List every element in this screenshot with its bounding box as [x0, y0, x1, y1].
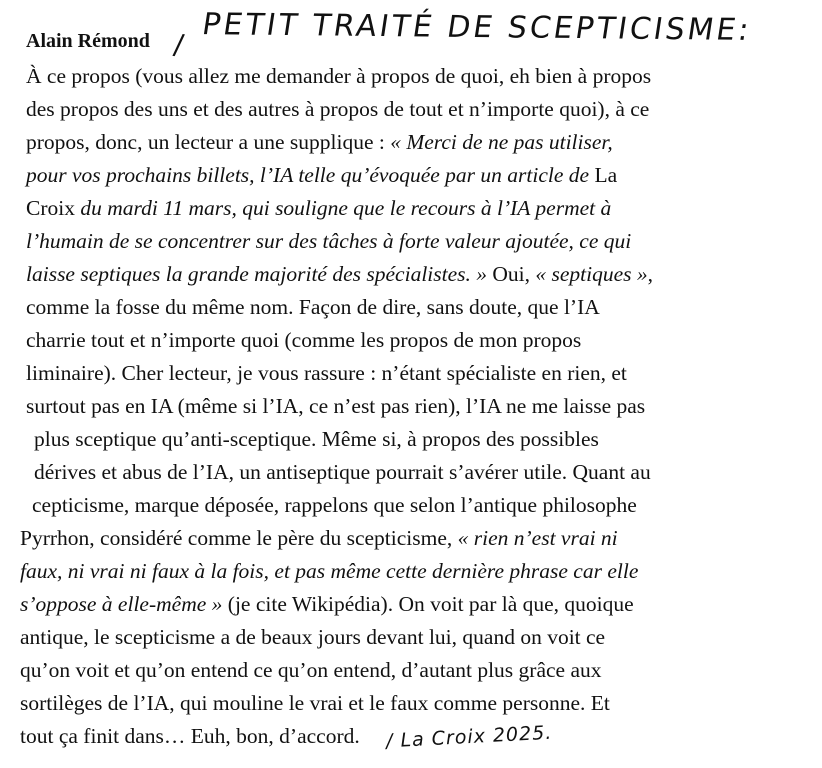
text-line — [26, 192, 611, 225]
handwritten-title: PETIT TRAITÉ DE SCEPTICISME: — [199, 7, 755, 48]
text-segment: dérives et abus de l’IA, un antiseptique pourrait s’avérer utile. Quant au — [34, 460, 651, 484]
text-line — [26, 93, 649, 126]
text-line — [20, 720, 552, 753]
text-segment: surtout pas en IA (même si l’IA, ce n’est pas rien), l’IA ne me laisse pas — [26, 394, 646, 418]
text-segment: sortilèges de l’IA, qui mouline le vrai et le faux comme personne. Et — [20, 691, 610, 715]
text-segment: La — [594, 163, 618, 187]
text-segment: des propos des uns et des autres à propos de tout et n’importe quoi), à ce — [26, 97, 650, 121]
text-line — [20, 555, 638, 588]
text-segment: Croix — [26, 196, 81, 220]
text-segment: plus sceptique qu’anti-sceptique. Même si, à propos des possibles — [34, 427, 599, 451]
text-segment: cepticisme, marque déposée, rappelons que selon l’antique philosophe — [32, 493, 637, 517]
text-line — [20, 522, 618, 555]
text-segment: liminaire). Cher lecteur, je vous rassure : n’étant spécialiste en rien, et — [26, 361, 627, 385]
text-line — [26, 357, 627, 390]
italic-quote-segment: l’humain de se concentrer sur des tâches à forte valeur ajoutée, ce qui — [26, 229, 632, 253]
text-line — [26, 159, 617, 192]
text-line — [26, 126, 613, 159]
text-segment: comme la fosse du même nom. Façon de dire, sans doute, que l’IA — [26, 295, 600, 319]
handwritten-slash: / — [171, 27, 186, 62]
text-line — [32, 489, 637, 522]
text-line — [26, 390, 645, 423]
text-segment: propos, donc, un lecteur a une supplique : — [26, 130, 391, 154]
text-line — [20, 687, 610, 720]
italic-quote-segment: pour vos prochains billets, l’IA telle qu’évoquée par un article de — [26, 163, 595, 187]
text-line — [26, 291, 600, 324]
text-line — [34, 456, 651, 489]
text-segment: Oui, — [487, 262, 536, 286]
text-segment: , — [647, 262, 654, 286]
text-line — [26, 258, 653, 291]
text-segment: antique, le scepticisme a de beaux jours devant lui, quand on voit ce — [20, 625, 606, 649]
text-line — [20, 621, 605, 654]
italic-quote-segment: du mardi 11 mars, qui souligne que le recours à l’IA permet à — [80, 196, 612, 220]
text-line — [26, 324, 581, 357]
italic-quote-segment: « septiques » — [535, 262, 648, 286]
text-segment: Pyrrhon, considéré comme le père du scepticisme, — [20, 526, 458, 550]
italic-quote-segment: « rien n’est vrai ni — [457, 526, 618, 550]
author-name: Alain Rémond — [26, 30, 150, 52]
text-segment: charrie tout et n’importe quoi (comme les propos de mon propos — [26, 328, 582, 352]
italic-quote-segment: laisse septiques la grande majorité des spécialistes. » — [26, 262, 488, 286]
text-segment: qu’on voit et qu’on entend ce qu’on entend, d’autant plus grâce aux — [20, 658, 602, 682]
italic-quote-segment: faux, ni vrai ni faux à la fois, et pas même cette dernière phrase car elle — [20, 559, 639, 583]
italic-quote-segment: s’oppose à elle-même » — [20, 592, 223, 616]
text-line — [20, 588, 634, 621]
text-segment: (je cite Wikipédia). On voit par là que, quoique — [222, 592, 634, 616]
text-line — [26, 225, 631, 258]
text-line — [34, 423, 599, 456]
text-segment: tout ça finit dans… Euh, bon, d’accord. — [20, 724, 360, 748]
italic-quote-segment: « Merci de ne pas utiliser, — [390, 130, 613, 154]
text-line — [20, 654, 602, 687]
document-header — [24, 8, 814, 68]
text-line — [26, 60, 651, 93]
text-segment: À ce propos (vous allez me demander à propos de quoi, eh bien à propos — [26, 64, 652, 88]
handwritten-source-note: / La Croix 2025. — [385, 721, 553, 753]
